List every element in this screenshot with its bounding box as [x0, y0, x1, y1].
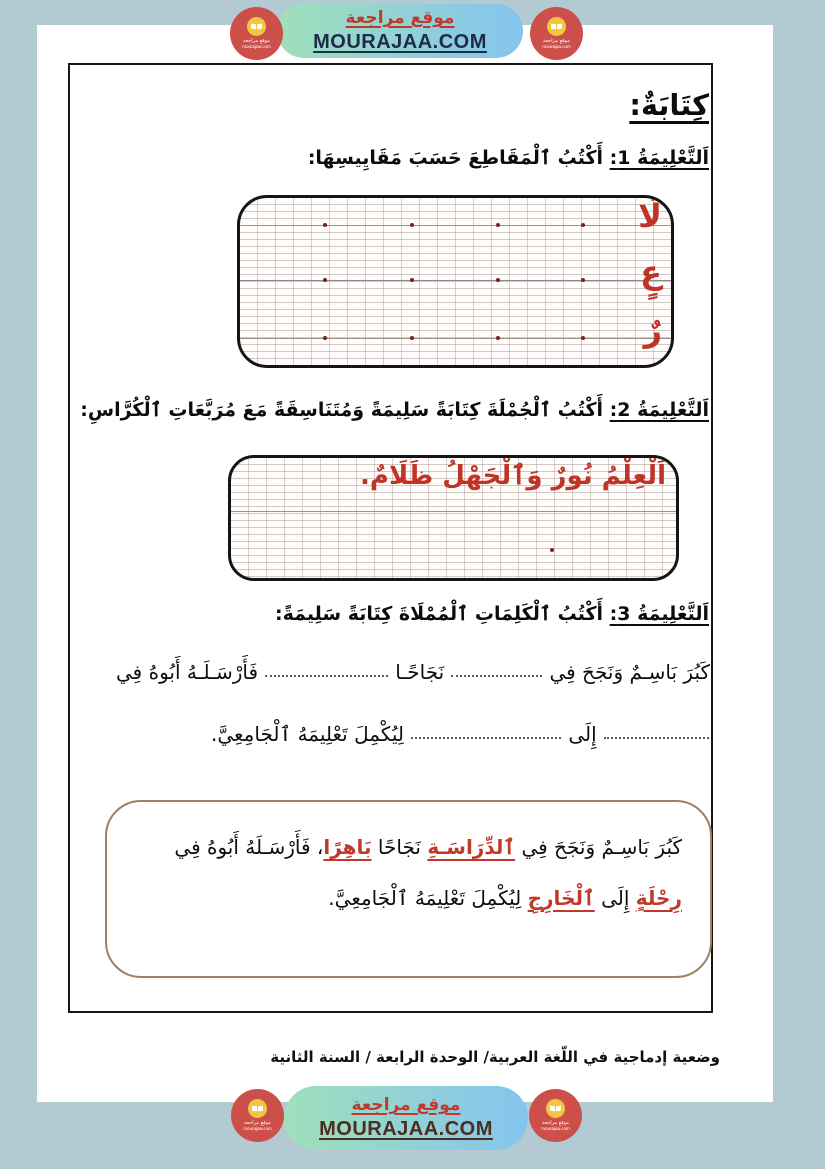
writing-dot [581, 223, 585, 227]
answer-word-dirasa: ٱلدِّرَاسَـةِ [427, 835, 516, 859]
book-icon [546, 1099, 565, 1118]
bottom-left-logo-badge [231, 1089, 284, 1142]
book-icon [547, 17, 566, 36]
writing-dot [496, 278, 500, 282]
answer-box [105, 800, 712, 978]
grid-baseline [240, 280, 671, 281]
instruction-3 [275, 603, 709, 625]
badge-label-url: mourajaa.com [542, 44, 571, 50]
writing-dot [550, 548, 554, 552]
grid-baseline [240, 225, 671, 226]
answer-segment: لِيُكْمِلَ تَعْلِيمَهُ ٱلْجَامِعِيَّ. [328, 886, 528, 910]
writing-dot [581, 278, 585, 282]
bottom-right-logo-badge [529, 1089, 582, 1142]
writing-dot [410, 223, 414, 227]
dictation-line-1 [113, 660, 713, 684]
blank-dotted-line [604, 737, 709, 739]
badge-label-url: mourajaa.com [541, 1126, 570, 1132]
instruction-1-label: اَلتَّعْلِيمَةُ 1: [609, 147, 709, 169]
book-icon [247, 17, 266, 36]
writing-dot [410, 336, 414, 340]
blank-dotted-line [411, 737, 561, 739]
writing-dot [496, 223, 500, 227]
answer-word-rihla: رِحْلَةٍ [635, 886, 682, 910]
bottom-site-name-arabic: موقع مراجعة [351, 1095, 461, 1116]
dictation-text: نَجَاحًـا [395, 660, 445, 684]
writing-dot [410, 278, 414, 282]
dictation-text: فَأَرْسَـلَـهُ أَبُوهُ فِي [116, 660, 259, 684]
top-site-banner [277, 4, 523, 58]
badge-label-url: mourajaa.com [243, 1126, 272, 1132]
instruction-2-text: أَكْتُبُ ٱلْجُمْلَةَ كِتَابَةً سَلِيمَةً وَمُتَنَاسِقَةً مَعَ مُرَبَّعَاتِ ٱلْكُرَّاسِ: [80, 399, 604, 421]
badge-label-arabic: موقع مراجعة [243, 37, 270, 44]
dictation-line-2 [208, 722, 713, 746]
grid-baseline [231, 511, 676, 512]
top-site-url: MOURAJAA.COM [313, 30, 487, 53]
blank-dotted-line [265, 675, 388, 677]
bottom-site-url: MOURAJAA.COM [319, 1117, 493, 1140]
dictation-text: إِلَى [568, 722, 597, 746]
answer-word-kharij: ٱلْخَارِجِ [527, 886, 595, 910]
section-title: كِتَابَةٌ: [629, 88, 709, 122]
bottom-site-banner [284, 1086, 528, 1150]
book-icon [248, 1099, 267, 1118]
syllable-ra: رٌ [643, 311, 662, 349]
instruction-2-label: اَلتَّعْلِيمَةُ 2: [609, 399, 709, 421]
writing-dot [323, 278, 327, 282]
answer-segment: نَجَاحًا [371, 835, 428, 859]
model-sentence: اَلْعِلْمُ نُورٌ وَٱلْجَهْلُ ظَلَامٌ. [360, 461, 666, 491]
badge-label-arabic: موقع مراجعة [244, 1119, 271, 1126]
badge-label-arabic: موقع مراجعة [543, 37, 570, 44]
dictation-text: لِيُكْمِلَ تَعْلِيمَهُ ٱلْجَامِعِيَّ. [211, 722, 404, 746]
answer-segment: كَبُرَ بَاسِـمٌ وَنَجَحَ فِي [515, 835, 682, 859]
badge-label-url: mourajaa.com [242, 44, 271, 50]
answer-word-bahiran: بَاهِرًا [323, 835, 372, 859]
grid-baseline [240, 338, 671, 339]
answer-segment: إِلَى [594, 886, 636, 910]
badge-label-arabic: موقع مراجعة [542, 1119, 569, 1126]
top-left-logo-badge [230, 7, 283, 60]
instruction-3-label: اَلتَّعْلِيمَةُ 3: [609, 603, 709, 625]
worksheet-footer: وضعية إدماجية في اللّغة العربية/ الوحدة الرابعة / السنة الثانية [270, 1048, 720, 1066]
instruction-2 [80, 399, 709, 421]
top-right-logo-badge [530, 7, 583, 60]
instruction-1 [308, 147, 709, 169]
writing-dot [581, 336, 585, 340]
dictation-text: كَبُرَ بَاسِـمٌ وَنَجَحَ فِي [549, 660, 710, 684]
writing-dot [496, 336, 500, 340]
top-site-name-arabic: موقع مراجعة [345, 8, 455, 29]
writing-dot [323, 223, 327, 227]
syllable-ain: عٍ [640, 253, 662, 291]
writing-grid-syllables [237, 195, 674, 368]
instruction-1-text: أَكْتُبُ ٱلْمَقَاطِعَ حَسَبَ مَقَايِيسِهَا: [307, 147, 604, 169]
writing-dot [323, 336, 327, 340]
blank-dotted-line [451, 675, 542, 677]
answer-segment: ، فَأَرْسَـلَهُ أَبُوهُ فِي [174, 835, 324, 859]
syllable-la: لَا [638, 197, 662, 235]
writing-grid-sentence [228, 455, 679, 581]
instruction-3-text: أَكْتُبُ ٱلْكَلِمَاتِ ٱلْمُمْلَاةَ كِتَابَةً سَلِيمَةً: [275, 603, 604, 625]
